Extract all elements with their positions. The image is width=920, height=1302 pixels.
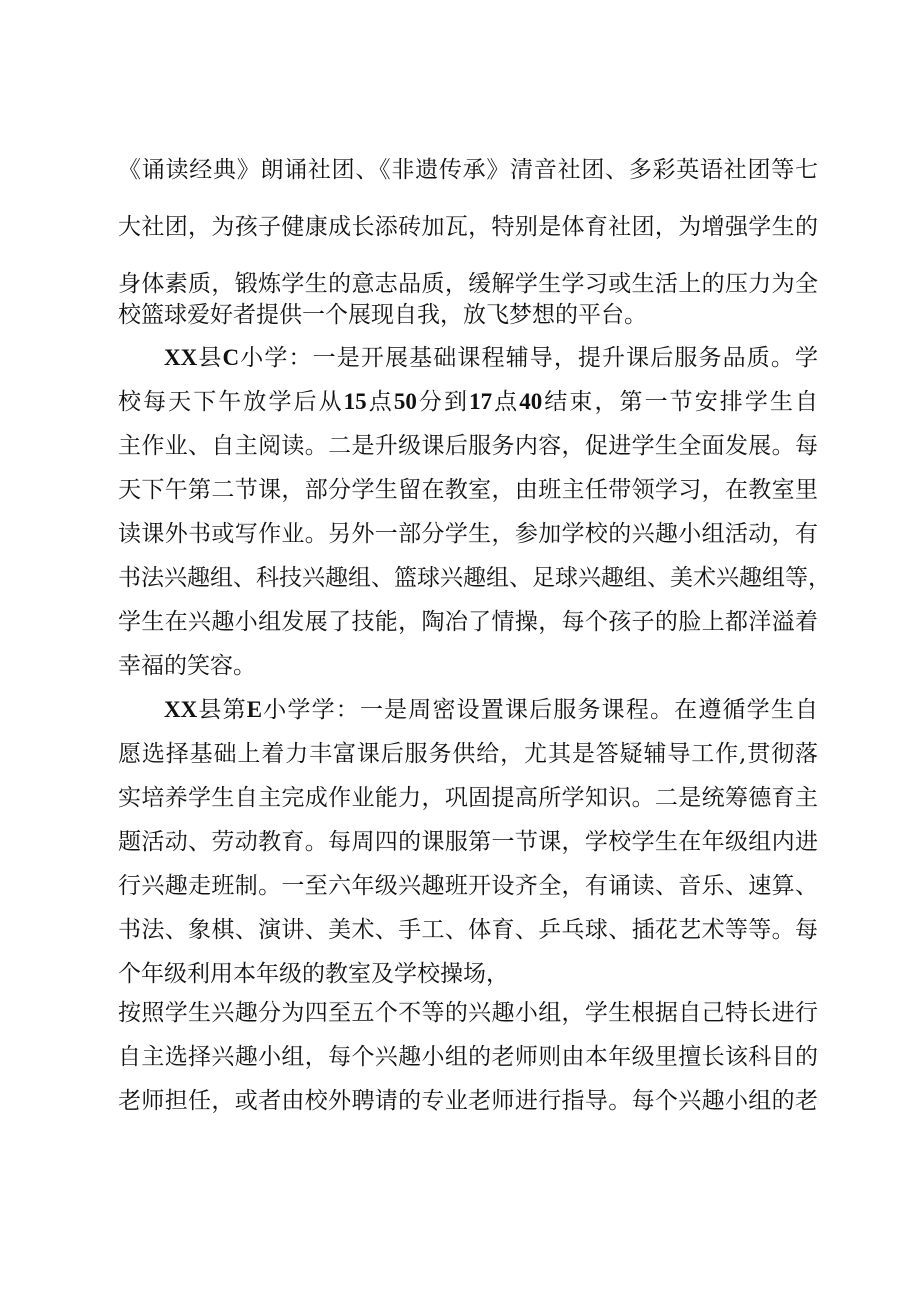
text-line: 书法兴趣组、科技兴趣组、篮球兴趣组、足球兴趣组、美术兴趣组等， — [118, 565, 831, 591]
text-line: 学生在兴趣小组发展了技能，陶冶了情操，每个孩子的脸上都洋溢着 — [118, 609, 818, 635]
school-letter: C — [222, 345, 240, 370]
text-line: 老师担任，或者由校外聘请的专业老师进行指导。每个兴趣小组的老 — [118, 1088, 818, 1114]
text-line: 愿选择基础上着力丰富课后服务供给，尤其是答疑辅导工作,贯彻落 — [118, 741, 818, 767]
paragraph-e-school-first-line: XX县第E小学学：一是周密设置课后服务课程。在遵循学生自 — [164, 697, 819, 723]
text-line: 大社团，为孩子健康成长添砖加瓦，特别是体育社团，为增强学生的 — [118, 214, 818, 240]
text-line: 天下午第二节课，部分学生留在教室，由班主任带领学习，在教室里 — [118, 477, 818, 503]
text-line: 读课外书或写作业。另外一部分学生，参加学校的兴趣小组活动，有 — [118, 521, 818, 547]
school-name-prefix: XX — [164, 697, 198, 722]
text-line: 主作业、自主阅读。二是升级课后服务内容，促进学生全面发展。每 — [118, 433, 818, 459]
text-line: 幸福的笑容。 — [118, 653, 256, 679]
text-line: 校篮球爱好者提供一个展现自我，放飞梦想的平台。 — [118, 302, 647, 328]
school-name-prefix: XX — [164, 345, 198, 370]
text-line: 《诵读经典》朗诵社团、《非遗传承》清音社团、多彩英语社团等七 — [118, 157, 818, 183]
schedule-time-line: 校每天下午放学后从15点50分到17点40结束，第一节安排学生自 — [118, 389, 819, 415]
school-letter: E — [246, 697, 263, 722]
paragraph-c-school-first-line: XX县C小学：一是开展基础课程辅导，提升课后服务品质。学 — [164, 345, 819, 371]
text-line: 个年级利用本年级的教室及学校操场， — [118, 961, 509, 987]
text-line: 按照学生兴趣分为四至五个不等的兴趣小组，学生根据自己特长进行 — [118, 1000, 818, 1026]
text-line: 行兴趣走班制。一至六年级兴趣班开设齐全，有诵读、音乐、速算、 — [118, 873, 818, 899]
text-line: 身体素质，锻炼学生的意志品质，缓解学生学习或生活上的压力为全 — [118, 271, 818, 297]
text-line: 题活动、劳动教育。每周四的课服第一节课，学校学生在年级组内进 — [118, 829, 818, 855]
text-line: 实培养学生自主完成作业能力，巩固提高所学知识。二是统筹德育主 — [118, 785, 818, 811]
text-line: 自主选择兴趣小组，每个兴趣小组的老师则由本年级里擅长该科目的 — [118, 1044, 818, 1070]
text-line: 书法、象棋、演讲、美术、手工、体育、乒乓球、插花艺术等等。每 — [118, 917, 818, 943]
